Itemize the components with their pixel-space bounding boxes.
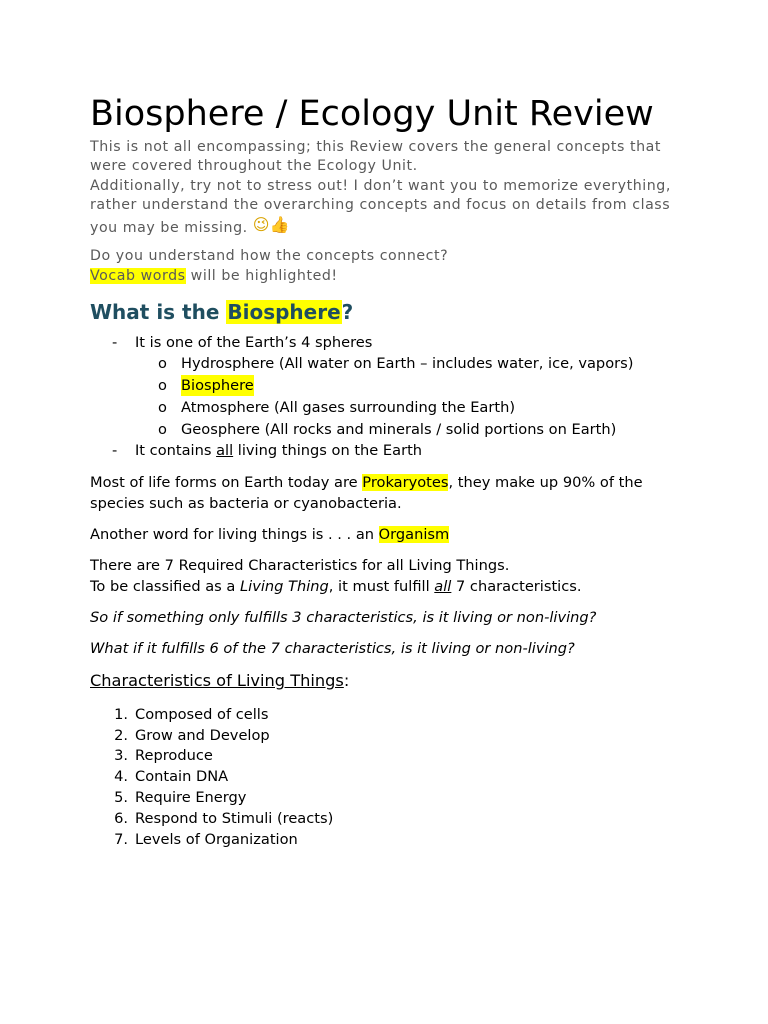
heading-colon: : [343, 671, 350, 690]
heading-highlight: Biosphere [227, 300, 341, 324]
vocab-organism: Organism [378, 526, 450, 543]
section-heading-biosphere [90, 298, 353, 326]
text-part: To be classified as a [90, 578, 241, 595]
bullet-living-things [135, 440, 422, 461]
list-item: Levels of Organization [135, 831, 298, 848]
intro-text [90, 138, 690, 286]
intro-question: Do you understand how the concepts connect? [90, 248, 449, 265]
list-number: 5. [114, 789, 128, 806]
list-item: Grow and Develop [135, 727, 270, 744]
text-part: Another word for living things is . . . an [90, 526, 379, 543]
italic-text: Living Thing [240, 578, 329, 595]
heading-prefix: What is the [90, 300, 227, 324]
text-part: Most of life forms on Earth today are [90, 474, 363, 491]
para-line [90, 472, 643, 493]
list-item: Require Energy [135, 789, 247, 806]
italic-underlined-word: all [434, 578, 452, 595]
text-part: 7 characteristics. [451, 578, 582, 595]
sphere-atmosphere: Atmosphere (All gases surrounding the Earth) [181, 399, 516, 416]
sub-bullet-marker: o [158, 377, 167, 394]
para-line [90, 524, 449, 545]
list-number: 6. [114, 810, 128, 827]
intro-line-1: This is not all encompassing; this Review covers the general concepts that were covered throughout the Ecology Unit. [90, 139, 661, 175]
para-line: There are 7 Required Characteristics for all Living Things. [90, 557, 510, 574]
text-part: It contains [135, 442, 217, 459]
sub-bullet-marker: o [158, 399, 167, 416]
list-number: 4. [114, 768, 128, 785]
list-number: 1. [114, 706, 128, 723]
section-heading-characteristics [90, 669, 349, 693]
text-part: living things on the Earth [233, 442, 423, 459]
wink-emoji-icon: 😉 [252, 215, 270, 235]
sub-bullet-marker: o [158, 421, 167, 438]
list-item: Composed of cells [135, 706, 269, 723]
heading-suffix: ? [341, 300, 354, 324]
vocab-prokaryotes: Prokaryotes [362, 474, 449, 491]
list-item: Reproduce [135, 747, 213, 764]
page-title: Biosphere / Ecology Unit Review [90, 94, 654, 134]
sphere-biosphere: Biosphere [181, 377, 254, 394]
para-line: species such as bacteria or cyanobacteria. [90, 495, 402, 512]
list-number: 3. [114, 747, 128, 764]
list-number: 2. [114, 727, 128, 744]
bullet-dash: - [112, 334, 118, 351]
heading-text: Characteristics of Living Things [90, 671, 344, 690]
list-item: Contain DNA [135, 768, 229, 785]
list-number: 7. [114, 831, 128, 848]
para-line [90, 576, 582, 597]
bullet-spheres: It is one of the Earth’s 4 spheres [135, 334, 373, 351]
question-2: What if it fulfills 6 of the 7 characteristics, is it living or non-living? [90, 640, 575, 657]
bullet-dash: - [112, 442, 118, 459]
text-part: , it must fulfill [328, 578, 435, 595]
vocab-note: will be highlighted! [185, 267, 338, 284]
sub-bullet-marker: o [158, 355, 167, 372]
emoji-group [253, 215, 290, 234]
sphere-hydrosphere: Hydrosphere (All water on Earth – includes water, ice, vapors) [181, 355, 634, 372]
thumbs-up-emoji-icon: 👍 [269, 215, 290, 235]
sphere-geosphere: Geosphere (All rocks and minerals / solid portions on Earth) [181, 421, 617, 438]
vocab-highlight: Vocab words [90, 267, 186, 284]
intro-line-2: Additionally, try not to stress out! I don’t want you to memorize everything, rather understand the overarching concepts and focus on details from class you may be missing. [90, 177, 671, 237]
underlined-word: all [216, 442, 234, 459]
text-part: , they make up 90% of the [448, 474, 643, 491]
list-item: Respond to Stimuli (reacts) [135, 810, 334, 827]
question-1: So if something only fulfills 3 characteristics, is it living or non-living? [90, 609, 597, 626]
